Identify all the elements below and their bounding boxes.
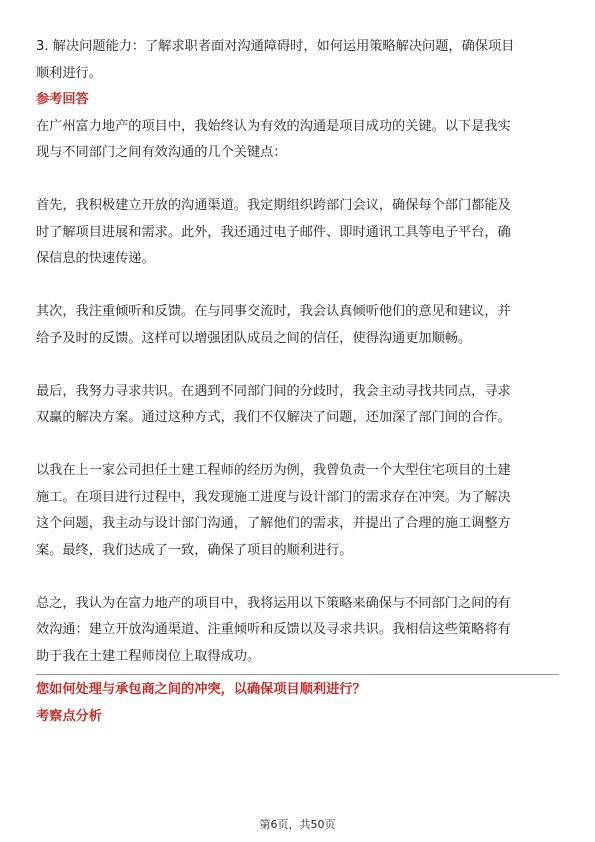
text-line: 保信息的快速传递。 [36, 251, 155, 266]
answer-paragraph-6 [36, 591, 558, 671]
document-page [36, 34, 558, 730]
answer-paragraph-4 [36, 379, 558, 432]
question-3 [36, 34, 558, 87]
text-line: 在广州富力地产的项目中，我始终认为有效的沟通是项目成功的关键。以下是我实 [36, 118, 511, 134]
text-line: 施工。在项目进行过程中，我发现施工进度与设计部门的需求存在冲突。为了解决 [36, 489, 511, 505]
question-line: 3. 解决问题能力：了解求职者面对沟通障碍时，如何运用策略解决问题，确保项目 [36, 39, 515, 54]
answer-heading: 参考回答 [36, 92, 89, 107]
text-line: 助于我在土建工程师岗位上取得成功。 [36, 648, 261, 664]
text-line: 以我在上一家公司担任土建工程师的经历为例，我曾负责一个大型住宅项目的土建 [36, 463, 511, 478]
text-line: 给予及时的反馈。这样可以增强团队成员之间的信任，使得沟通更加顺畅。 [36, 330, 472, 346]
answer-paragraph-2 [36, 193, 558, 273]
text-line: 最后，我努力寻求共识。在遇到不同部门间的分歧时，我会主动寻找共同点，寻求 [36, 383, 511, 399]
text-line: 总之，我认为在富力地产的项目中，我将运用以下策略来确保与不同部门之间的有 [36, 595, 511, 611]
text-line: 效沟通：建立开放沟通渠道、注重倾听和反馈以及寻求共识。我相信这些策略将有 [36, 622, 511, 637]
text-line: 双赢的解决方案。通过这种方式，我们不仅解决了问题，还加深了部门间的合作。 [36, 410, 511, 425]
text-line: 案。最终，我们达成了一致，确保了项目的顺利进行。 [36, 542, 353, 558]
answer-paragraph-5 [36, 458, 558, 564]
text-line: 其次，我注重倾听和反馈。在与同事交流时，我会认真倾听他们的意见和建议，并 [36, 304, 511, 319]
text-line: 现与不同部门之间有效沟通的几个关键点： [36, 145, 287, 160]
answer-paragraph-3 [36, 299, 558, 352]
page-footer: 第6页，共50页 [259, 818, 336, 831]
text-line: 这个问题，我主动与设计部门沟通，了解他们的需求，并提出了合理的施工调整方 [36, 516, 511, 531]
next-question: 您如何处理与承包商之间的冲突，以确保项目顺利进行？ [36, 682, 366, 697]
next-heading: 考察点分析 [36, 708, 102, 724]
text-line: 时了解项目进展和需求。此外，我还通过电子邮件、即时通讯工具等电子平台，确 [36, 224, 511, 240]
text-line: 首先，我积极建立开放的沟通渠道。我定期组织跨部门会议，确保每个部门都能及 [36, 198, 511, 213]
question-line: 顺利进行。 [36, 65, 102, 81]
answer-paragraph-1 [36, 114, 558, 167]
section-divider [36, 674, 559, 675]
